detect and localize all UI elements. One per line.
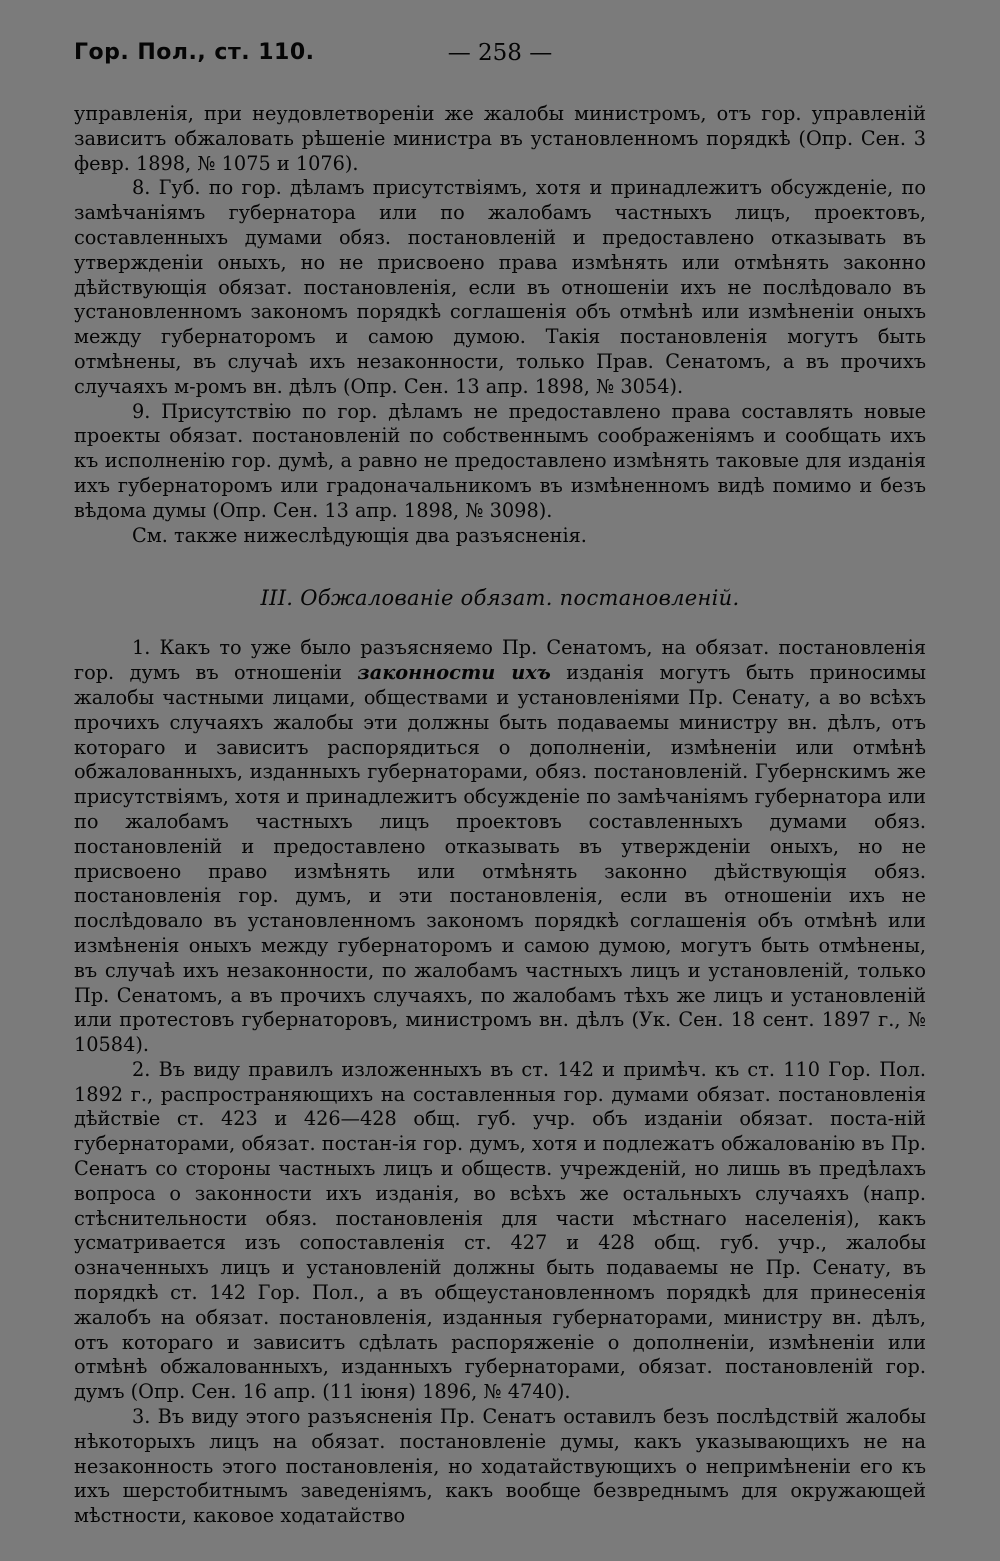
page-number: — 258 — — [447, 40, 553, 66]
running-head — [74, 36, 926, 80]
paragraph-8: 8. Губ. по гор. дѣламъ присутствіямъ, хотя и принадлежитъ обсужденіе, по замѣчаніямъ губернатора или по жалобамъ частныхъ лицъ, проектовъ, составленныхъ думами обяз. постановленій и предоставлено отказывать въ утвержденіи оныхъ, но не присвоено права измѣнять или отмѣнять законно дѣйствующія обязат. постановленія, если въ отношеніи ихъ не послѣдовало въ установленномъ закономъ порядкѣ соглашенія объ отмѣнѣ или измѣненіи оныхъ между губернаторомъ и самою думою. Такія постановленія могутъ быть отмѣнены, въ случаѣ ихъ незаконности, только Прав. Сенатомъ, а въ прочихъ случаяхъ м-ромъ вн. дѣлъ (Опр. Сен. 13 апр. 1898, № 3054). — [74, 176, 926, 398]
paragraph-continued: управленія, при неудовлетвореніи же жалобы министромъ, отъ гор. управленій зависитъ обжаловать рѣшеніе министра въ установленномъ порядкѣ (Опр. Сен. 3 февр. 1898, № 1075 и 1076). — [74, 102, 926, 175]
section-reference: Гор. Пол., ст. 110. — [74, 40, 315, 65]
paragraph-1-text-b: изданія могутъ быть приносимы жалобы частными лицами, обществами и установленіями Пр. Сенату, а во всѣхъ прочихъ случаяхъ жалобы эти должны быть подаваемы министру вн. дѣлъ, отъ котораго и зависитъ распорядиться о дополненіи, измѣненіи или отмѣнѣ обжалованныхъ, изданныхъ губернаторами, обяз. постановленій. Губернскимъ же присутствіямъ, хотя и принадлежитъ обсужденіе по замѣчаніямъ губернатора или по жалобамъ частныхъ лицъ проектовъ составленныхъ думами обяз. постановленій и предоставлено отказывать въ утвержденіи оныхъ, но не присвоено право измѣнять или отмѣнять законно дѣйствующія обяз. постановленія гор. думъ, и эти постановленія, если въ отношеніи ихъ не послѣдовало въ установленномъ закономъ порядкѣ соглашенія объ отмѣнѣ или измѣненія оныхъ между губернаторомъ и самою думою, могутъ быть отмѣнены, въ случаѣ ихъ незаконности, по жалобамъ частныхъ лицъ и установленій, только Пр. Сенатомъ, а въ прочихъ случаяхъ, по жалобамъ тѣхъ же лицъ и установленій или протестовъ губернаторовъ, министромъ вн. дѣлъ (Ук. Сен. 18 сент. 1897 г., № 10584). — [74, 661, 926, 1057]
paragraph-1-text-a: 1. Какъ то уже было разъясняемо Пр. Сенатомъ, на обязат. постановленія гор. думъ въ отношеніи — [74, 636, 926, 685]
see-also-note: См. также нижеслѣдующія два разъясненія. — [132, 523, 587, 547]
paragraph-1 — [74, 636, 926, 1058]
paragraph-2: 2. Въ виду правилъ изложенныхъ въ ст. 142 и примѣч. къ ст. 110 Гор. Пол. 1892 г., распространяющихъ на составленныя гор. думами обязат. постановленія дѣйствіе ст. 423 и 426—428 общ. губ. учр. объ изданіи обязат. поста-ній губернаторами, обязат. постан-ія гор. думъ, хотя и подлежатъ обжалованію въ Пр. Сенатъ со стороны частныхъ лицъ и обществ. учрежденій, но лишь въ предѣлахъ вопроса о законности ихъ изданія, во всѣхъ же остальныхъ случаяхъ (напр. стѣснительности обяз. постановленія для части мѣстнаго населенія), какъ усматривается изъ сопоставленія ст. 427 и 428 общ. губ. учр., жалобы означенныхъ лицъ и установленій должны быть подаваемы не Пр. Сенату, въ порядкѣ ст. 142 Гор. Пол., а въ общеустановленномъ порядкѣ для принесенія жалобъ на обязат. постановленія, изданныя губернаторами, министру вн. дѣлъ, отъ котораго и зависитъ сдѣлать распоряженіе о дополненіи, измѣненіи или отмѣнѣ обжалованныхъ, изданныхъ губернаторами, обязат. постановленій гор. думъ (Опр. Сен. 16 апр. (11 іюня) 1896, № 4740). — [74, 1057, 926, 1404]
body-text — [74, 102, 926, 1529]
section-heading: III. Обжалованіе обязат. постановленій. — [260, 586, 740, 611]
paragraph-9: 9. Присутствію по гор. дѣламъ не предоставлено права составлять новые проекты обязат. постановленій по собственнымъ соображеніямъ и сообщать ихъ къ исполненію гор. думѣ, а равно не предоставлено измѣнять таковые для изданія ихъ губернаторомъ или градоначальникомъ въ измѣненномъ видѣ помимо и безъ вѣдома думы (Опр. Сен. 13 апр. 1898, № 3098). — [74, 399, 926, 522]
paragraph-3: 3. Въ виду этого разъясненія Пр. Сенатъ оставилъ безъ послѣдствій жалобы нѣкоторыхъ лицъ на обязат. постановленіе думы, какъ указывающихъ не на незаконность этого постановленія, но ходатайствующихъ о непримѣненіи его къ ихъ шерстобитнымъ заведеніямъ, какъ вообще безвреднымъ для окружающей мѣстности, каковое ходатайство — [74, 1405, 926, 1528]
document-page — [74, 36, 926, 1529]
paragraph-1-emphasis: законности ихъ — [357, 661, 551, 685]
